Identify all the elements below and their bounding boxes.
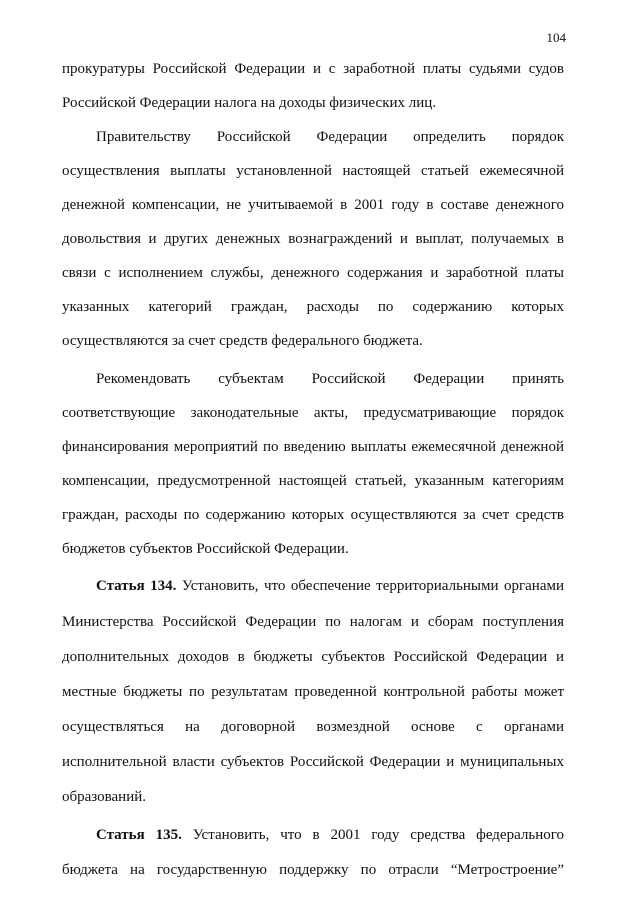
text-line: Рекомендовать субъектам Российской Федерации принять (96, 371, 564, 387)
text-line: довольствия и других денежных вознаграждений и выплат, получаемых в (62, 231, 564, 247)
text-line: осуществляться на договорной возмездной основе с органами (62, 719, 564, 735)
text-line: компенсации, предусмотренной настоящей статьей, указанным категориям (62, 473, 564, 489)
text-line: прокуратуры Российской Федерации и с заработной платы судьями судов (62, 61, 564, 77)
text-fragment: Установить, что обеспечение территориальными органами (181, 578, 564, 594)
text-fragment: Установить, что в 2001 году средства федерального (192, 827, 565, 843)
text-line: дополнительных доходов в бюджеты субъектов Российской Федерации и (62, 649, 564, 665)
page-number: 104 (546, 30, 566, 45)
text-line: Министерства Российской Федерации по налогам и сборам поступления (62, 614, 564, 630)
text-line: соответствующие законодательные акты, предусматривающие порядок (62, 405, 564, 421)
text-line: образований. (62, 789, 147, 805)
text-line: граждан, расходы по содержанию которых осуществляются за счет средств (62, 507, 564, 523)
text-line: осуществляются за счет средств федерального бюджета. (62, 333, 423, 349)
text-line: бюджетов субъектов Российской Федерации. (62, 541, 349, 557)
article-135-label: Статья 135. (96, 827, 182, 843)
text-line: связи с исполнением службы, денежного содержания и заработной платы (62, 265, 564, 281)
text-line: осуществления выплаты установленной настоящей статьей ежемесячной (62, 163, 564, 179)
text-line: бюджета на государственную поддержку по отрасли “Метростроение” (62, 862, 564, 878)
article-134-label: Статья 134. (96, 578, 177, 594)
article-135-first-line (96, 826, 564, 844)
text-line: указанных категорий граждан, расходы по содержанию которых (62, 299, 564, 315)
text-line: финансирования мероприятий по введению выплаты ежемесячной денежной (62, 439, 564, 455)
article-134-first-line (96, 577, 564, 595)
text-line: Правительству Российской Федерации определить порядок (96, 129, 564, 145)
text-line: местные бюджеты по результатам проведенной контрольной работы может (62, 684, 564, 700)
text-line: денежной компенсации, не учитываемой в 2001 году в составе денежного (62, 197, 564, 213)
text-line: Российской Федерации налога на доходы физических лиц. (62, 95, 437, 111)
text-line: исполнительной власти субъектов Российской Федерации и муниципальных (62, 754, 564, 770)
